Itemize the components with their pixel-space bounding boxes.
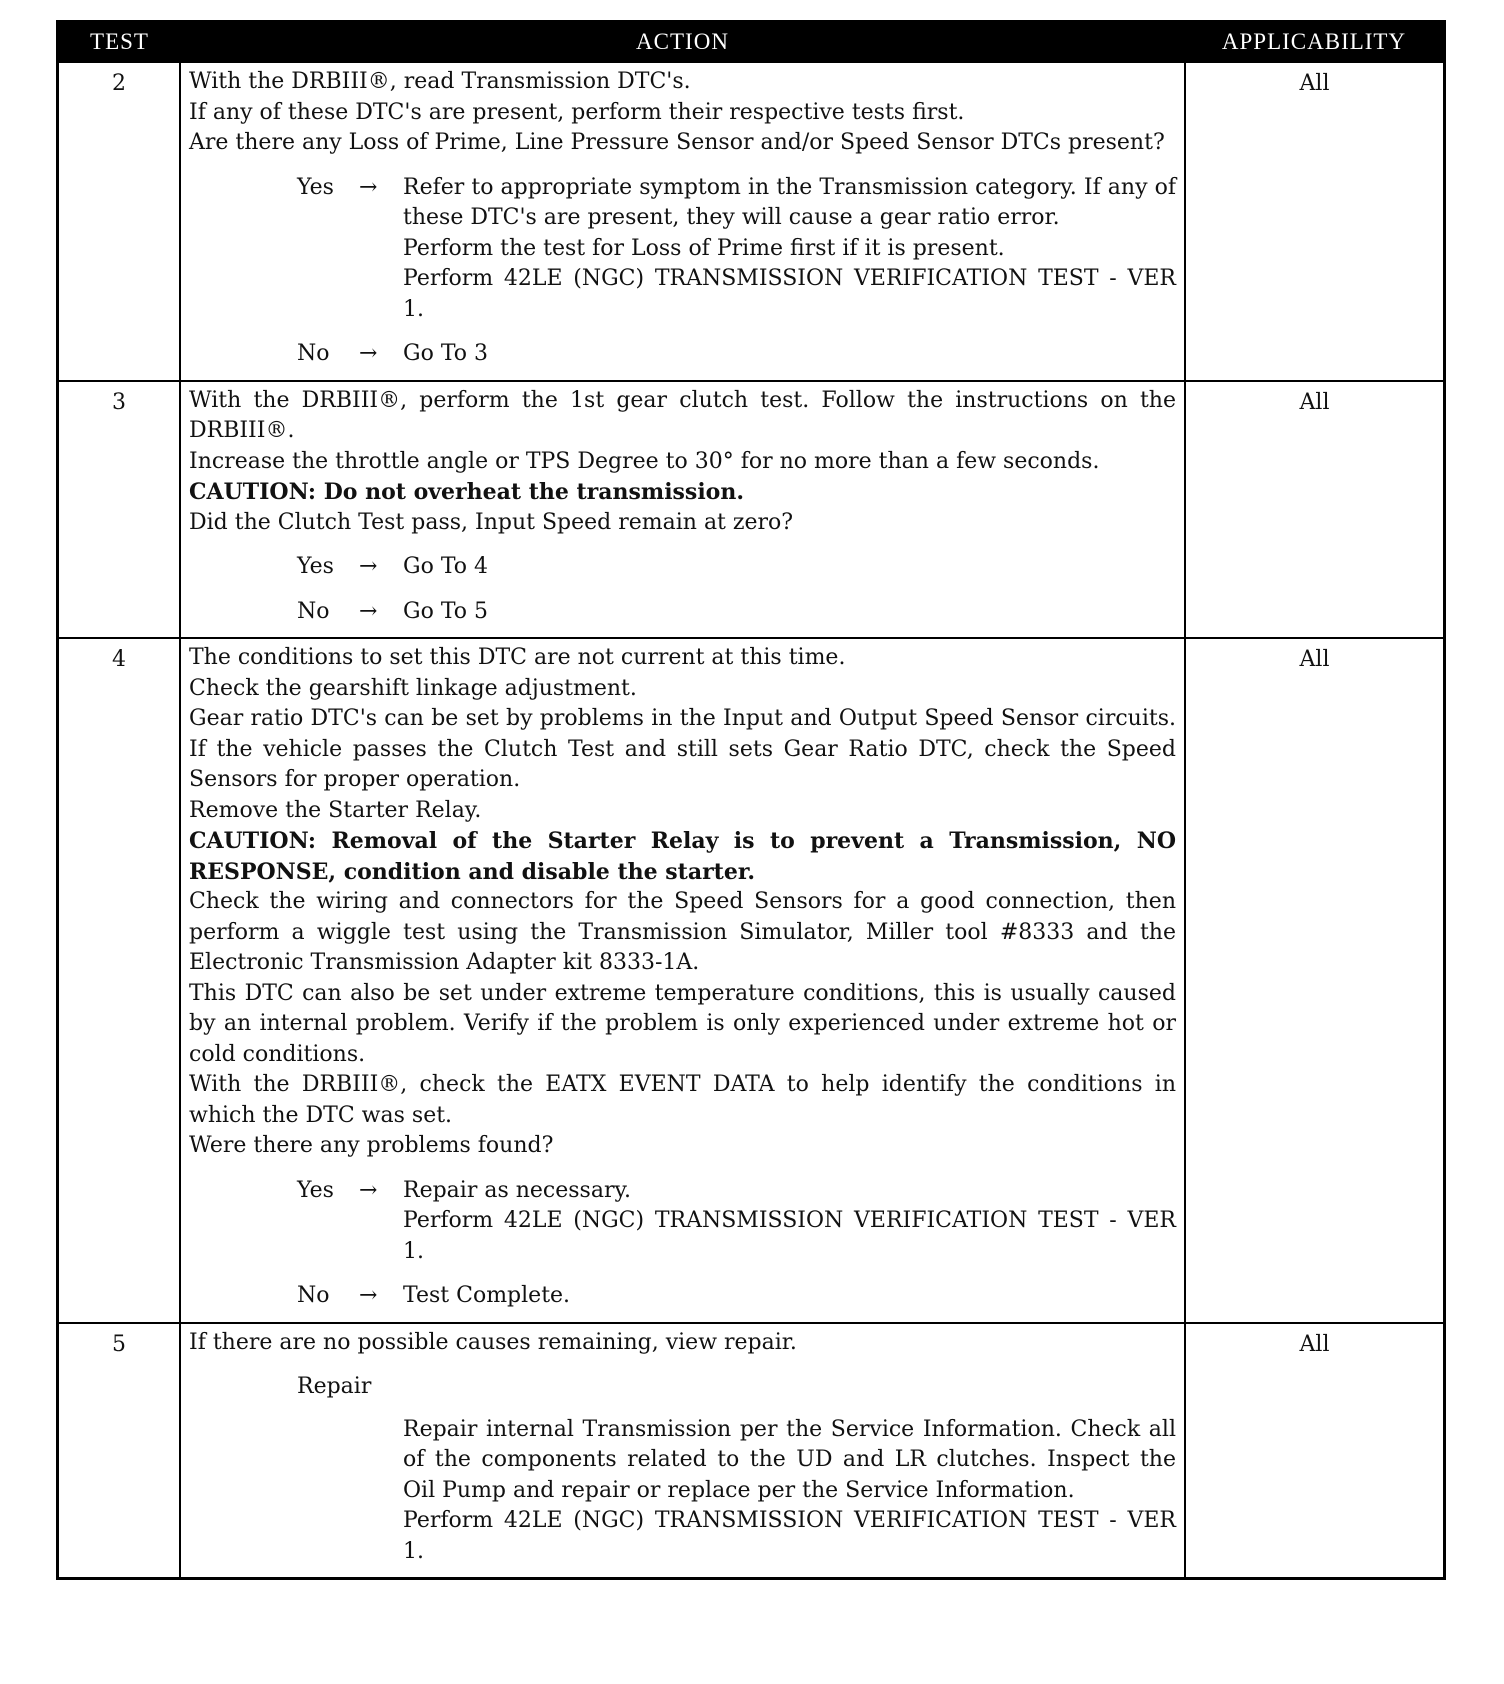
header-applicability: APPLICABILITY bbox=[1185, 23, 1443, 62]
action-cell bbox=[180, 381, 1185, 639]
yes-result-text: Perform the test for Loss of Prime first if it is present. bbox=[403, 235, 1005, 261]
action-cell bbox=[180, 638, 1185, 1323]
decision-branches bbox=[189, 1176, 1176, 1312]
applicability-value: All bbox=[1185, 638, 1443, 1323]
yes-result-text: Perform 42LE (NGC) TRANSMISSION VERIFICATION TEST - VER 1. bbox=[403, 1208, 1176, 1264]
arrow-icon: → bbox=[359, 1283, 378, 1308]
yes-result bbox=[403, 1176, 1176, 1268]
repair-text-line: Perform 42LE (NGC) TRANSMISSION VERIFICATION TEST - VER 1. bbox=[403, 1508, 1176, 1564]
caution-text: CAUTION: Removal of the Starter Relay is to prevent a Transmission, NO RESPONSE, condition and disable the starter. bbox=[189, 828, 1176, 885]
table-row bbox=[59, 638, 1443, 1323]
yes-branch bbox=[297, 552, 1176, 583]
yes-result-text: Repair as necessary. bbox=[403, 1177, 631, 1203]
action-text: If any of these DTC's are present, perform their respective tests first. bbox=[189, 99, 965, 125]
yes-result-text: Refer to appropriate symptom in the Transmission category. If any of these DTC's are present, they will cause a gear ratio error. bbox=[403, 174, 1176, 230]
action-text: Were there any problems found? bbox=[189, 1133, 554, 1158]
test-number: 4 bbox=[59, 638, 180, 1323]
table-row bbox=[59, 62, 1443, 381]
action-text: Remove the Starter Relay. bbox=[189, 797, 482, 823]
action-text: This DTC can also be set under extreme temperature conditions, this is usually caused by an internal problem. Verify if the problem is only experienced under extreme hot or cold conditions. bbox=[189, 980, 1176, 1067]
arrow-icon: → bbox=[359, 174, 378, 200]
repair-text bbox=[403, 1415, 1176, 1568]
test-number: 2 bbox=[59, 62, 180, 381]
diagnostic-test-table bbox=[56, 20, 1446, 1580]
no-branch bbox=[297, 339, 1176, 370]
applicability-value: All bbox=[1185, 62, 1443, 381]
no-result: Go To 3 bbox=[403, 341, 489, 366]
no-label: No bbox=[297, 598, 330, 624]
table-row bbox=[59, 1323, 1443, 1578]
yes-label: Yes bbox=[297, 174, 334, 200]
yes-result: Go To 4 bbox=[403, 554, 489, 579]
test-number: 3 bbox=[59, 381, 180, 639]
header-test: TEST bbox=[59, 23, 180, 62]
no-result: Test Complete. bbox=[403, 1283, 571, 1308]
applicability-value: All bbox=[1185, 381, 1443, 639]
repair-block bbox=[189, 1372, 1176, 1567]
header-action: ACTION bbox=[180, 23, 1185, 62]
action-text: Increase the throttle angle or TPS Degree to 30° for no more than a few seconds. bbox=[189, 448, 1100, 474]
repair-label: Repair bbox=[297, 1374, 372, 1399]
action-text: Check the gearshift linkage adjustment. bbox=[189, 675, 637, 701]
action-text: Did the Clutch Test pass, Input Speed remain at zero? bbox=[189, 509, 794, 535]
action-cell bbox=[180, 1323, 1185, 1578]
yes-result bbox=[403, 173, 1176, 326]
action-text: Are there any Loss of Prime, Line Pressure Sensor and/or Speed Sensor DTCs present? bbox=[189, 130, 1165, 155]
decision-branches bbox=[189, 173, 1176, 370]
applicability-value: All bbox=[1185, 1323, 1443, 1578]
action-cell bbox=[180, 62, 1185, 381]
yes-branch bbox=[297, 173, 1176, 326]
arrow-icon: → bbox=[359, 598, 378, 624]
test-table bbox=[59, 23, 1443, 1577]
action-text: Check the wiring and connectors for the Speed Sensors for a good connection, then perform a wiggle test using the Transmission Simulator, Miller tool #8333 and the Electronic Transmission Adapter kit 8333-1A. bbox=[189, 889, 1176, 975]
no-result: Go To 5 bbox=[403, 598, 489, 624]
table-row bbox=[59, 381, 1443, 639]
action-text: With the DRBIII®, read Transmission DTC's. bbox=[189, 69, 691, 94]
decision-branches bbox=[189, 552, 1176, 627]
action-text: With the DRBIII®, check the EATX EVENT DATA to help identify the conditions in which the DTC was set. bbox=[189, 1072, 1176, 1128]
caution-text: CAUTION: Do not overheat the transmission. bbox=[189, 479, 745, 505]
action-text: The conditions to set this DTC are not current at this time. bbox=[189, 645, 846, 670]
no-branch bbox=[297, 597, 1176, 628]
no-branch bbox=[297, 1281, 1176, 1312]
action-text: With the DRBIII®, perform the 1st gear clutch test. Follow the instructions on the DRBIII®. bbox=[189, 387, 1176, 443]
yes-branch bbox=[297, 1176, 1176, 1268]
arrow-icon: → bbox=[359, 554, 378, 579]
arrow-icon: → bbox=[359, 1177, 378, 1203]
no-label: No bbox=[297, 1283, 330, 1308]
yes-result-text: Perform 42LE (NGC) TRANSMISSION VERIFICATION TEST - VER 1. bbox=[403, 266, 1176, 322]
test-number: 5 bbox=[59, 1323, 180, 1578]
repair-text-line: Repair internal Transmission per the Service Information. Check all of the components related to the UD and LR clutches. Inspect the Oil Pump and repair or replace per the Service Information. bbox=[403, 1416, 1176, 1503]
action-text: Gear ratio DTC's can be set by problems in the Input and Output Speed Sensor circuits. If the vehicle passes the Clutch Test and still sets Gear Ratio DTC, check the Speed Sensors for proper operation. bbox=[189, 706, 1176, 792]
arrow-icon: → bbox=[359, 341, 378, 366]
action-text: If there are no possible causes remaining, view repair. bbox=[189, 1329, 797, 1355]
header-row bbox=[59, 23, 1443, 62]
no-label: No bbox=[297, 341, 330, 366]
yes-label: Yes bbox=[297, 554, 334, 579]
yes-label: Yes bbox=[297, 1177, 334, 1203]
